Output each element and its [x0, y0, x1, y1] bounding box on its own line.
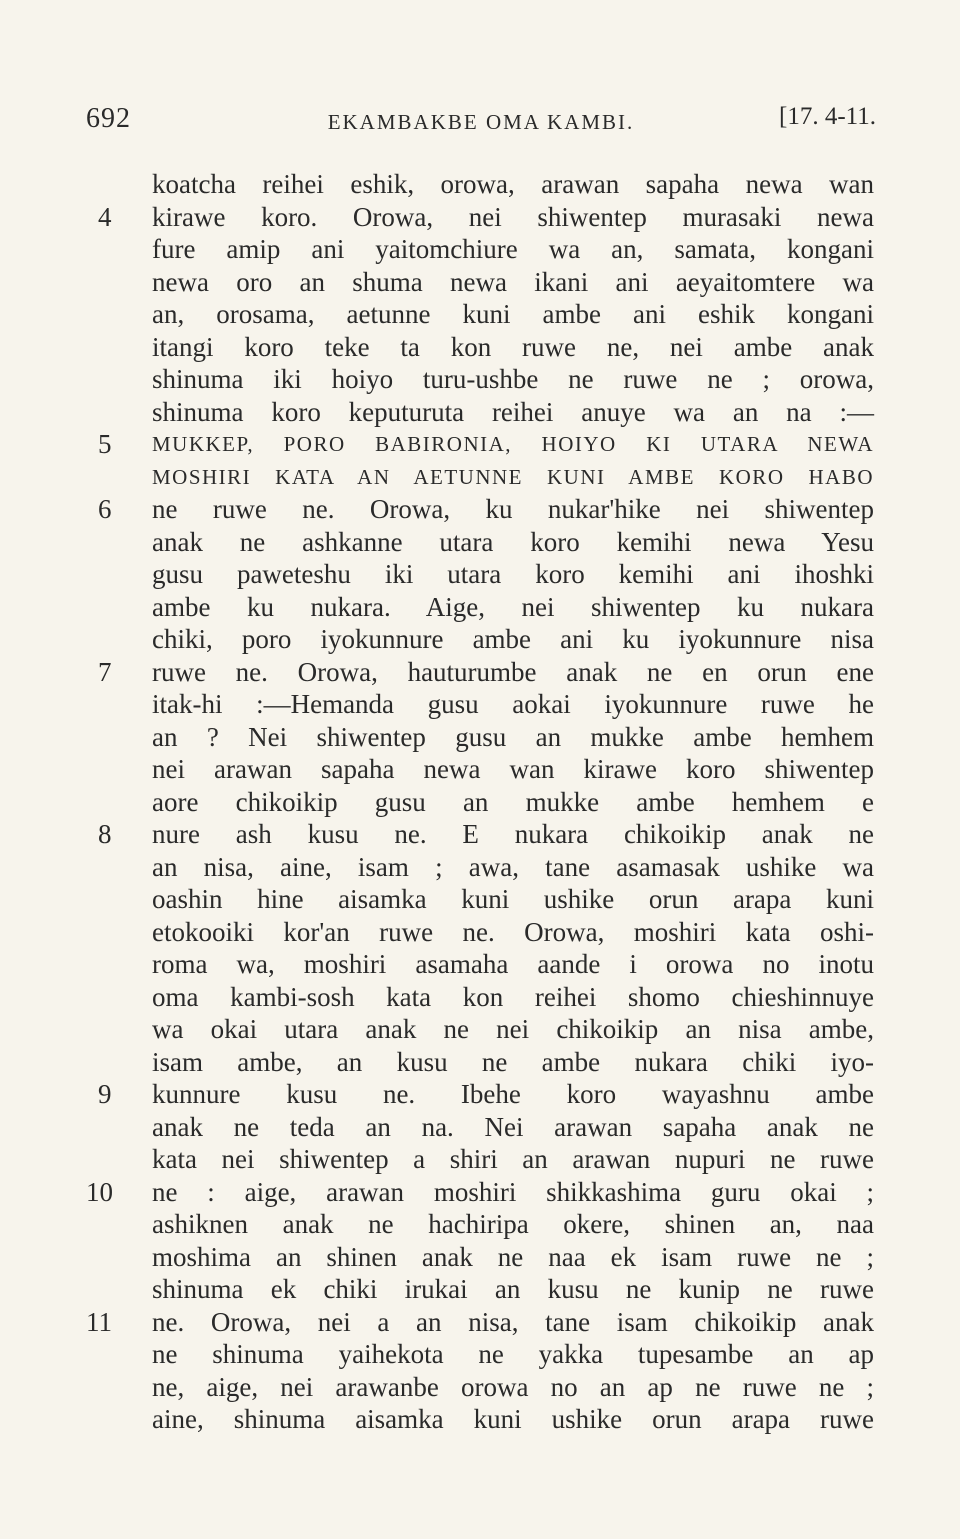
line-text: aine, shinuma aisamka kuni ushike orun arapa ruwe — [152, 1404, 874, 1434]
line-text: MUKKEP, PORO BABIRONIA, HOIYO KI UTARA NEWA — [152, 432, 874, 456]
line-text: ne, aige, nei arawanbe orowa no an ap ne ruwe ne ; — [152, 1371, 874, 1402]
verse-number: 10 — [86, 1176, 113, 1207]
line-text: anak ne ashkanne utara koro kemihi newa Yesu — [152, 526, 874, 557]
text-line — [0, 753, 960, 786]
text-line — [0, 493, 960, 526]
text-line — [0, 428, 960, 461]
line-text: newa oro an shuma newa ikani ani aeyaitomtere wa — [152, 266, 874, 297]
verse-number: 7 — [98, 656, 112, 687]
text-line — [0, 201, 960, 234]
line-text: moshima an shinen anak ne naa ek isam ruwe ne ; — [152, 1241, 874, 1272]
line-text: isam ambe, an kusu ne ambe nukara chiki iyo- — [152, 1046, 874, 1077]
line-text: oma kambi-sosh kata kon reihei shomo chieshinnuye — [152, 981, 874, 1012]
verse-number: 9 — [98, 1079, 112, 1109]
text-line — [0, 948, 960, 981]
line-text: ne. Orowa, nei a an nisa, tane isam chikoikip anak — [152, 1306, 874, 1337]
line-text: MOSHIRI KATA AN AETUNNE KUNI AMBE KORO HABO — [152, 464, 874, 489]
verse-number: 8 — [98, 819, 112, 849]
line-text: koatcha reihei eshik, orowa, arawan sapaha newa wan — [152, 169, 874, 199]
text-line — [0, 721, 960, 754]
text-line — [0, 1208, 960, 1241]
text-line — [0, 1111, 960, 1144]
text-line — [0, 786, 960, 819]
line-text: shinuma iki hoiyo turu-ushbe ne ruwe ne ; orowa, — [152, 364, 874, 394]
text-line — [0, 298, 960, 331]
text-line — [0, 1306, 960, 1339]
line-text: an nisa, aine, isam ; awa, tane asamasak ushike wa — [152, 851, 874, 882]
line-text: itak-hi :—Hemanda gusu aokai iyokunnure ruwe he — [152, 689, 874, 719]
line-text: ashiknen anak ne hachiripa okere, shinen an, naa — [152, 1209, 874, 1239]
line-text: itangi koro teke ta kon ruwe ne, nei ambe anak — [152, 331, 874, 362]
text-line — [0, 1143, 960, 1176]
text-line — [0, 331, 960, 364]
verse-number: 6 — [98, 494, 112, 524]
line-text: ambe ku nukara. Aige, nei shiwentep ku nukara — [152, 591, 874, 622]
line-text: anak ne teda an na. Nei arawan sapaha anak ne — [152, 1111, 874, 1142]
line-text: shinuma ek chiki irukai an kusu ne kunip ne ruwe — [152, 1274, 874, 1304]
text-line — [0, 656, 960, 689]
page-number: 692 — [86, 103, 131, 134]
line-text: kirawe koro. Orowa, nei shiwentep murasaki newa — [152, 201, 874, 232]
line-text: fure amip ani yaitomchiure wa an, samata, kongani — [152, 234, 874, 264]
line-text: gusu paweteshu iki utara koro kemihi ani ihoshki — [152, 559, 874, 589]
line-text: an ? Nei shiwentep gusu an mukke ambe hemhem — [152, 721, 874, 752]
line-text: nure ash kusu ne. E nukara chikoikip anak ne — [152, 819, 874, 849]
text-line — [0, 851, 960, 884]
line-text: chiki, poro iyokunnure ambe ani ku iyokunnure nisa — [152, 624, 874, 654]
line-text: shinuma koro keputuruta reihei anuye wa an na :— — [152, 396, 874, 427]
line-text: ruwe ne. Orowa, hauturumbe anak ne en orun ene — [152, 656, 874, 687]
text-line — [0, 1371, 960, 1404]
text-line — [0, 1241, 960, 1274]
line-text: ne shinuma yaihekota ne yakka tupesambe an ap — [152, 1339, 874, 1369]
text-line — [0, 1403, 960, 1436]
verse-number: 5 — [98, 429, 112, 459]
line-text: nei arawan sapaha newa wan kirawe koro shiwentep — [152, 754, 874, 784]
text-line — [0, 916, 960, 949]
text-line — [0, 1176, 960, 1209]
text-line — [0, 233, 960, 266]
page-header — [86, 103, 876, 139]
text-line — [0, 1046, 960, 1079]
verse-number: 4 — [98, 201, 112, 232]
line-text: roma wa, moshiri asamaha aande i orowa no inotu — [152, 949, 874, 979]
text-line — [0, 363, 960, 396]
line-text: ne ruwe ne. Orowa, ku nukar'hike nei shiwentep — [152, 494, 874, 524]
page-body-text — [0, 168, 960, 1436]
text-line — [0, 591, 960, 624]
text-line — [0, 558, 960, 591]
text-line — [0, 688, 960, 721]
text-line — [0, 168, 960, 201]
text-line — [0, 1273, 960, 1306]
text-line — [0, 818, 960, 851]
running-title: EKAMBAKBE OMA KAMBI. — [327, 110, 635, 134]
line-text: oashin hine aisamka kuni ushike orun arapa kuni — [152, 884, 874, 914]
text-line — [0, 396, 960, 429]
line-text: wa okai utara anak ne nei chikoikip an nisa ambe, — [152, 1014, 874, 1044]
line-text: ne : aige, arawan moshiri shikkashima guru okai ; — [152, 1176, 874, 1207]
line-text: aore chikoikip gusu an mukke ambe hemhem e — [152, 786, 874, 817]
text-line — [0, 981, 960, 1014]
text-line — [0, 266, 960, 299]
line-text: kata nei shiwentep a shiri an arawan nupuri ne ruwe — [152, 1144, 874, 1174]
line-text: an, orosama, aetunne kuni ambe ani eshik kongani — [152, 299, 874, 329]
text-line — [0, 623, 960, 656]
text-line — [0, 883, 960, 916]
chapter-verse-reference: [17. 4-11. — [779, 103, 876, 130]
line-text: etokooiki kor'an ruwe ne. Orowa, moshiri kata oshi- — [152, 916, 874, 947]
text-line — [0, 526, 960, 559]
text-line — [0, 1078, 960, 1111]
text-line — [0, 1338, 960, 1371]
text-line — [0, 461, 960, 494]
verse-number: 11 — [86, 1306, 112, 1337]
text-line — [0, 1013, 960, 1046]
line-text: kunnure kusu ne. Ibehe koro wayashnu ambe — [152, 1079, 874, 1109]
